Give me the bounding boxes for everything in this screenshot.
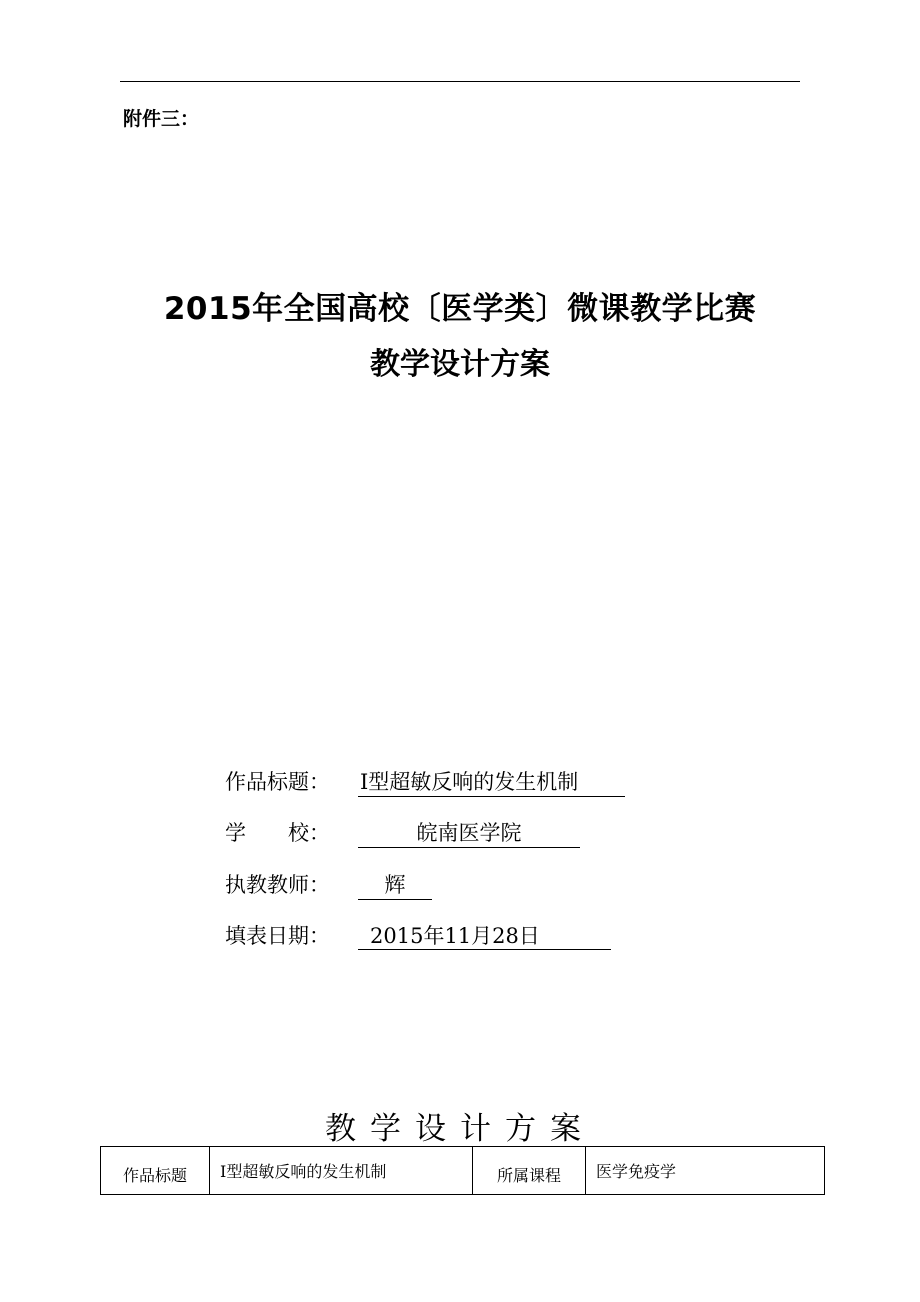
work-title-label-cell: 作品标题 — [101, 1147, 210, 1195]
document-title-line-2: 教学设计方案 — [370, 347, 550, 382]
info-label: 填表日期： — [225, 924, 330, 948]
info-row-date — [225, 922, 540, 950]
document-title-line-1: 2015年全国高校〔医学类〕微课教学比赛 — [163, 291, 757, 327]
header-rule — [120, 81, 800, 82]
info-value-work-title: I型超敏反响的发生机制 — [358, 768, 625, 797]
work-title-value-cell: I型超敏反响的发生机制 — [210, 1147, 473, 1195]
info-row-teacher — [225, 871, 406, 899]
course-value-cell: 医学免疫学 — [586, 1147, 825, 1195]
info-value-teacher: 辉 — [358, 871, 432, 900]
section-title: 教学设计方案 — [325, 1111, 595, 1147]
info-value-date: 2015年11月28日 — [358, 922, 611, 950]
info-row-work-title — [225, 768, 579, 796]
table-row — [101, 1147, 825, 1195]
info-label: 执教教师： — [225, 873, 330, 897]
design-info-table — [100, 1146, 825, 1195]
info-row-school — [225, 819, 522, 847]
course-label-cell: 所属课程 — [473, 1147, 586, 1195]
info-label: 学 校： — [225, 821, 330, 845]
info-label: 作品标题： — [225, 770, 330, 794]
info-value-school: 皖南医学院 — [358, 819, 580, 848]
attachment-label: 附件三： — [123, 108, 200, 130]
